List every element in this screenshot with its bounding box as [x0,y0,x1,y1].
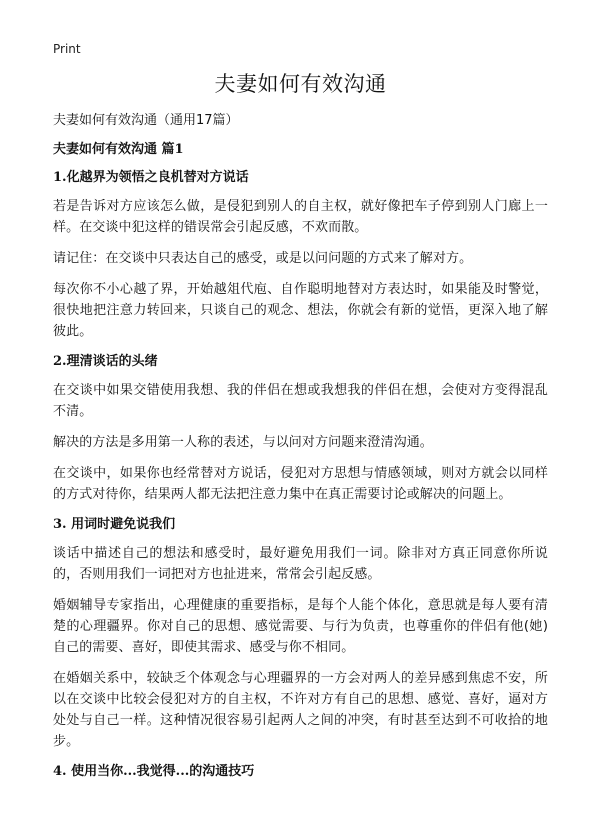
paragraph: 在交谈中，如果你也经常替对方说话，侵犯对方思想与情感领域，则对方就会以同样的方式对待你，结果两人都无法把注意力集中在真正需要讨论或解决的问题上。 [53,466,548,502]
paragraph: 请记住：在交谈中只表达自己的感受，或是以问问题的方式来了解对方。 [53,251,473,266]
paragraph: 解决的方法是多用第一人称的表述，与以问对方问题来澄清沟通。 [53,435,433,450]
paragraph: 每次你不小心越了界，开始越俎代庖、自作聪明地替对方表达时，如果能及时警觉，很快地把注意力转回来，只谈自己的观念、想法，你就会有新的觉悟，更深入地了解彼此。 [53,282,548,339]
paragraph: 谈话中描述自己的想法和感受时，最好避免用我们一词。除非对方真正同意你所说的，否则用我们一词把对方也扯进来，常常会引起反感。 [53,546,548,582]
paragraph: 若是告诉对方应该怎么做，是侵犯到别人的自主权，就好像把车子停到别人门廊上一样。在交谈中犯这样的错误常会引起反感，不欢而散。 [53,199,548,235]
paragraph: 婚姻辅导专家指出，心理健康的重要指标，是每个人能个体化，意思就是每人要有清楚的心理疆界。你对自己的思想、感觉需要、与行为负责，也尊重你的伴侣有他(她)自己的需要、喜好，即使其需求、感受与你不相同。 [53,598,548,655]
document-subtitle: 夫妻如何有效沟通（通用17篇） [53,113,239,128]
print-label: Print [53,42,81,56]
paragraph: 在婚姻关系中，较缺乏个体观念与心理疆界的一方会对两人的差异感到焦虑不安，所以在交谈中比较会侵犯对方的自主权，不许对方有自己的思想、感觉、喜好，逼对方处处与自己一样。这种情况很容易引起两人之间的冲突，有时甚至达到不可收拾的地步。 [53,671,548,749]
section-heading-2: 2.理清谈话的头绪 [53,354,158,369]
document-title: 夫妻如何有效沟通 [214,72,387,96]
section-heading-4: 4. 使用当你...我觉得...的沟通技巧 [53,764,255,779]
part-heading: 夫妻如何有效沟通 篇1 [53,142,184,157]
section-heading-1: 1.化越界为领悟之良机替对方说话 [53,170,249,185]
paragraph: 在交谈中如果交错使用我想、我的伴侣在想或我想我的伴侣在想，会使对方变得混乱不清。 [53,383,548,419]
section-heading-3: 3. 用词时避免说我们 [53,517,176,532]
